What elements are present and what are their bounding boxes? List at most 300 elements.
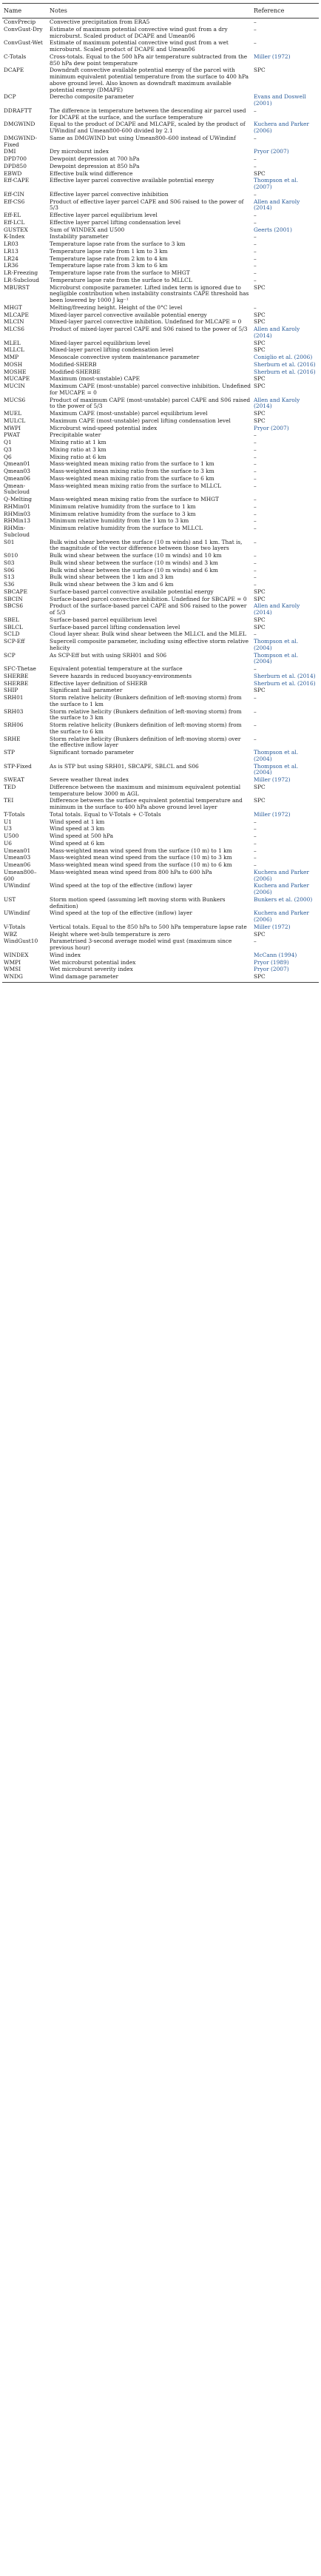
cell-notes: Temperature lapse rate from 2 km to 4 km (50, 255, 168, 262)
cell-name: WBZ (4, 930, 18, 938)
cell-name: SHIP (4, 687, 18, 694)
cell-name: SRH01 (4, 694, 24, 701)
table-row (2, 525, 319, 539)
cell-notes: The difference in temperature between the descending air parcel used for DCAPE at the surface, and the surface temperature (50, 107, 246, 121)
cell-name: ConvGust-Dry (4, 25, 43, 33)
cell-name: DPD850 (4, 162, 27, 169)
table-row (2, 931, 319, 938)
table-row (2, 340, 319, 347)
table-row (2, 840, 319, 847)
cell-notes: Effective layer parcel convective inhibition (50, 190, 169, 198)
cell-name: SBEL (4, 616, 19, 623)
table-row (2, 354, 319, 361)
cell-notes: Minimum relative humidity from the surface to 3 km (50, 510, 196, 517)
column-header-name: Name (2, 4, 48, 19)
table-row (2, 847, 319, 855)
cell-name: K-Index (4, 233, 25, 241)
table-row (2, 588, 319, 596)
cell-name: WindGust10 (4, 938, 38, 945)
cell-notes: Microburst composite parameter. Lifted index term is ignored due to negligible contribution when instability constraints CAPE threshold has been lowered by 1000 J kg⁻¹ (50, 283, 249, 303)
cell-notes: As is STP but using SRH01, SBCAPE, SBLCL and S06 (50, 762, 199, 770)
cell-reference[interactable]: Allen and Karoly (2014) (254, 198, 300, 212)
cell-notes: Significant hail parameter (50, 687, 123, 694)
table-row (2, 825, 319, 833)
table-row (2, 304, 319, 312)
cell-name: Q-Melting (4, 496, 32, 502)
cell-reference[interactable]: Geerts (2001) (254, 226, 292, 233)
cell-notes: Bulk wind shear between the surface (10 m winds) and 3 km (50, 559, 218, 566)
table-row (2, 177, 319, 191)
cell-name: Eff-CAPE (4, 177, 30, 184)
cell-name: SBLCL (4, 623, 23, 630)
table-row (2, 468, 319, 475)
cell-reference[interactable]: Pryor (2007) (254, 966, 289, 973)
cell-name: T-Totals (4, 810, 25, 818)
table-row (2, 369, 319, 376)
table-row (2, 966, 319, 973)
cell-name: DCP (4, 93, 16, 101)
cell-notes: Bulk wind shear between the 1 km and 3 km (50, 574, 174, 581)
cell-reference: – (254, 255, 257, 262)
table-row (2, 567, 319, 574)
cell-notes: Mixed-layer parcel convective inhibition. Undefined for MLCAPE = 0 (50, 318, 242, 326)
cell-reference[interactable]: Sherburn et al. (2016) (254, 679, 316, 687)
cell-name: DMGWIND (4, 121, 36, 128)
cell-notes: Storm relative helicity (Bunkers definition of left-moving storm) from the surface to 3 km (50, 707, 242, 722)
cell-reference: SPC (254, 383, 266, 389)
cell-name: RHMin13 (4, 517, 31, 525)
cell-reference: SPC (252, 973, 319, 982)
cell-reference: – (254, 468, 257, 474)
cell-reference[interactable]: Sherburn et al. (2016) (254, 360, 316, 368)
cell-name: SFC-Thetae (4, 665, 36, 672)
cell-reference: SPC (254, 687, 266, 694)
cell-notes: Product of the surface-based parcel CAPE and S06 raised to the power of 5/3 (50, 602, 247, 616)
cell-reference: – (254, 861, 257, 868)
table-row (2, 722, 319, 736)
cell-reference: – (254, 218, 257, 226)
table-row (2, 19, 319, 26)
cell-notes: Melting/freezing height. Height of the 0°C level (50, 303, 183, 311)
cell-name: SBCS6 (4, 602, 24, 610)
cell-notes: Surface-based parcel convective inhibition. Undefined for SBCAPE = 0 (50, 595, 247, 602)
cell-name: Qmean01 (4, 460, 31, 468)
cell-name: TEI (4, 797, 14, 804)
cell-name: Qmean06 (4, 474, 31, 482)
cell-name: SBCIN (4, 595, 23, 602)
cell-notes: Temperature lapse rate from 3 km to 6 km (50, 262, 168, 269)
cell-reference: SPC (254, 623, 266, 630)
table-row (2, 163, 319, 170)
cell-reference[interactable]: Thompson et al. (2007) (254, 177, 299, 190)
cell-reference: SPC (254, 417, 266, 424)
cell-reference: – (254, 847, 257, 854)
cell-reference: – (254, 107, 257, 114)
cell-reference: SPC (254, 930, 266, 938)
cell-reference: SPC (254, 783, 266, 790)
cell-reference: – (254, 517, 257, 525)
cell-notes: Derecho composite parameter (50, 93, 134, 101)
cell-name: SHERBE (4, 672, 29, 679)
cell-reference[interactable]: McCann (1994) (254, 951, 297, 958)
cell-name: MBURST (4, 283, 30, 291)
table-row (2, 784, 319, 798)
table-row (2, 312, 319, 319)
cell-notes: Wind speed at the top of the effective (inflow) layer (50, 882, 192, 890)
cell-notes: Wind speed at 3 km (50, 825, 105, 833)
table-row (2, 255, 319, 263)
cell-reference[interactable]: Pryor (1989) (254, 958, 289, 966)
cell-reference: – (254, 538, 257, 545)
table-row (2, 854, 319, 861)
table-row (2, 482, 319, 497)
cell-notes: Significant tornado parameter (50, 749, 134, 756)
cell-reference: – (254, 707, 257, 715)
cell-reference: – (254, 510, 257, 517)
table-header (2, 4, 319, 19)
cell-name: MLCS6 (4, 326, 24, 332)
table-row (2, 269, 319, 277)
table-row (2, 797, 319, 811)
table-row (2, 749, 319, 763)
cell-name: LR-Freezing (4, 269, 38, 276)
table-row (2, 26, 319, 40)
table-row (2, 326, 319, 340)
cell-name: DMGWIND-Fixed (4, 134, 37, 148)
cell-reference[interactable]: Thompson et al. (2004) (254, 651, 299, 665)
cell-name: RHMin-Subcloud (4, 525, 30, 538)
cell-notes: Precipitable water (50, 431, 101, 439)
cell-notes: Effective layer parcel lifting condensation level (50, 218, 181, 226)
cell-name: LR24 (4, 255, 18, 262)
table-row (2, 219, 319, 226)
table-row (2, 262, 319, 269)
cell-reference: – (254, 39, 257, 47)
cell-reference: – (254, 839, 257, 847)
cell-name: UWindinf (4, 909, 30, 917)
cell-notes: Wind damage parameter (48, 973, 252, 982)
cell-reference[interactable]: Thompson et al. (2004) (254, 749, 299, 762)
cell-notes: Storm relative helicity (Bunkers definition of left-moving storm) from the surface to 6 km (50, 722, 242, 735)
cell-notes: Downdraft convective available potential energy of the parcel with minimum equivalent potential temperature from the surface to 400 hPa above ground level. Also known as downdraft maximum available potential energy (DMAPE) (50, 67, 249, 93)
cell-notes: Height where wet-bulb temperature is zero (50, 930, 170, 938)
table-row (2, 869, 319, 883)
cell-notes: Dewpoint depression at 850 hPa (50, 162, 140, 169)
cell-notes: Storm motion speed (assuming left moving storm with Bunkers definition) (50, 895, 226, 909)
cell-notes: Wet microburst severity index (50, 966, 133, 973)
cell-reference: SPC (254, 67, 266, 74)
table-row (2, 736, 319, 750)
cell-name: MLCAPE (4, 311, 29, 318)
cell-reference: SPC (254, 595, 266, 602)
table-row (2, 425, 319, 432)
cell-notes: Wet microburst potential index (50, 958, 136, 966)
table-row (2, 503, 319, 511)
cell-name: U3 (4, 825, 12, 833)
table-row (2, 539, 319, 553)
cell-name: SRHE (4, 735, 21, 742)
cell-notes: Product of maximum CAPE (most-unstable) parcel CAPE and S06 raised to the power of 5/3 (50, 396, 251, 410)
table-row (2, 155, 319, 163)
cell-reference[interactable]: Evans and Doswell (2001) (254, 93, 306, 107)
cell-name: RHMin03 (4, 510, 31, 517)
cell-name: MMP (4, 354, 19, 360)
table-row (2, 581, 319, 588)
table-row (2, 763, 319, 777)
cell-notes: Sum of WINDEX and U500 (50, 226, 125, 233)
cell-reference[interactable]: Thompson et al. (2004) (254, 762, 299, 776)
cell-name: SCP (4, 651, 16, 659)
cell-reference[interactable]: Sherburn et al. (2016) (254, 368, 316, 375)
cell-reference: – (254, 482, 257, 489)
table-row (2, 776, 319, 784)
table-row (2, 454, 319, 461)
table-row (2, 39, 319, 53)
cell-name: STP (4, 749, 15, 756)
cell-reference: – (254, 825, 257, 833)
cell-reference[interactable]: Miller (1972) (254, 810, 291, 818)
cell-reference[interactable]: Kuchera and Parker (2006) (254, 121, 309, 134)
cell-name: MUCAPE (4, 375, 30, 383)
cell-notes: Minimum relative humidity from the surface to 1 km (50, 502, 196, 510)
cell-notes: Temperature lapse rate from the surface to 3 km (50, 241, 186, 247)
header-row (2, 4, 319, 19)
cell-reference: SPC (254, 346, 266, 354)
cell-reference[interactable]: Pryor (2007) (254, 148, 289, 155)
cell-reference[interactable]: Allen and Karoly (2014) (254, 602, 300, 616)
cell-reference[interactable]: Coniglio et al. (2006) (254, 354, 313, 360)
cell-notes: Mixing ratio at 3 km (50, 445, 107, 453)
cell-reference: SPC (254, 283, 266, 291)
cell-notes: Difference between the maximum and minimum equivalent potential temperature below 3000 m AGL (50, 783, 241, 797)
table-row (2, 638, 319, 652)
table-row (2, 417, 319, 425)
table-row (2, 361, 319, 369)
cell-reference: – (254, 566, 257, 574)
cell-reference: – (254, 190, 257, 198)
table-row (2, 952, 319, 959)
cell-notes: Mesoscale convective system maintenance parameter (50, 354, 200, 360)
cell-name: MLEL (4, 339, 21, 346)
table-row (2, 680, 319, 687)
table-row (2, 439, 319, 446)
cell-name: MUEL (4, 410, 22, 417)
cell-reference: – (254, 269, 257, 276)
cell-name: WINDEX (4, 951, 29, 958)
table-row (2, 673, 319, 680)
cell-notes: Mass-weighted mean wind speed from the surface (10 m) to 6 km (50, 861, 232, 868)
table-row (2, 818, 319, 826)
cell-name: DDRAFTT (4, 107, 32, 114)
cell-name: MULCL (4, 417, 26, 424)
cell-name: S01 (4, 538, 15, 545)
table-row (2, 397, 319, 411)
cell-notes: Mass-weighted mean wind speed from 800 hPa to 600 hPa (50, 868, 212, 875)
cell-reference[interactable]: Miller (1972) (254, 923, 291, 930)
cell-notes: Effective bulk wind difference (50, 169, 133, 177)
cell-name: ConvPrecip (4, 19, 36, 25)
cell-notes: Bulk wind shear between the surface (10 m winds) and 10 km (50, 552, 222, 559)
cell-reference: SPC (254, 588, 266, 595)
cell-reference: SPC (254, 318, 266, 326)
cell-notes: Modified-SHERB (50, 360, 97, 368)
cell-notes: Equivalent potential temperature at the surface (50, 665, 183, 672)
cell-notes: Equal to the product of DCAPE and MLCAPE, scaled by the product of UWindinf and Umean800-600 divided by 2.1 (50, 121, 246, 134)
cell-notes: Wind speed at the top of the effective (inflow) layer (50, 909, 192, 917)
table-row (2, 248, 319, 255)
cell-name: Eff-CIN (4, 190, 24, 198)
cell-notes: Mass-weighted mean wind speed from the surface (10 m) to 3 km (50, 854, 232, 861)
cell-name: MLLCL (4, 346, 24, 354)
cell-reference: – (254, 525, 257, 531)
table-row (2, 277, 319, 284)
cell-notes: Minimum relative humidity from the surface to MLLCL (50, 525, 203, 531)
cell-reference[interactable]: Miller (1972) (254, 776, 291, 783)
cell-reference: SPC (254, 169, 266, 177)
cell-reference[interactable]: Pryor (2007) (254, 424, 289, 431)
table-row (2, 121, 319, 135)
cell-reference: – (254, 134, 257, 141)
cell-reference: – (254, 502, 257, 510)
cell-notes: Mixed-layer parcel lifting condensation level (50, 346, 174, 354)
cell-name: SCP-Eff (4, 638, 25, 645)
cell-reference: – (254, 247, 257, 255)
cell-reference: SPC (254, 339, 266, 346)
cell-reference: – (254, 574, 257, 581)
cell-notes: Same as DMGWIND but using Umean800–600 instead of UWindinf (50, 134, 236, 141)
table-row (2, 212, 319, 219)
cell-notes: Estimate of maximum potential convective wind gust from a dry microburst. Scaled product of DCAPE and Umean06 (50, 25, 228, 39)
cell-name: UST (4, 895, 16, 903)
cell-name: Q3 (4, 445, 12, 453)
cell-notes: Wind index (50, 951, 81, 958)
cell-reference[interactable]: Thompson et al. (2004) (254, 638, 299, 651)
table-row (2, 53, 319, 67)
table-row (2, 973, 319, 982)
cell-notes: Product of mixed-layer parcel CAPE and S06 raised to the power of 5/3 (50, 326, 248, 332)
cell-reference[interactable]: Kuchera and Parker (2006) (254, 868, 309, 882)
cell-notes: Mixed-layer parcel equilibrium level (50, 339, 151, 346)
cell-notes: Minimum relative humidity from the 1 km to 3 km (50, 517, 189, 525)
cell-reference: – (254, 212, 257, 218)
cell-name: LR-Subcloud (4, 276, 39, 283)
cell-reference[interactable]: Allen and Karoly (2014) (254, 396, 300, 410)
table-row (2, 616, 319, 624)
table-row (2, 460, 319, 468)
cell-notes: Mass-weighted mean wind speed from the surface (10 m) to 1 km (50, 847, 232, 854)
cell-name: Umean03 (4, 854, 31, 861)
cell-reference: – (254, 445, 257, 453)
cell-reference[interactable]: Sherburn et al. (2014) (254, 672, 316, 679)
table-row (2, 559, 319, 567)
table-row (2, 909, 319, 924)
cell-name: Eff-LCL (4, 218, 25, 226)
cell-name: S010 (4, 552, 18, 559)
cell-notes: Storm relative helicity (Bunkers definition of left-moving storm) over the effective inflow layer (50, 735, 241, 749)
cell-reference[interactable]: Bunkers et al. (2000) (254, 895, 313, 903)
cell-reference: – (254, 460, 257, 468)
cell-name: MUCS6 (4, 396, 26, 403)
table-row (2, 148, 319, 155)
cell-name: LR03 (4, 241, 18, 247)
cell-notes: Supercell composite parameter, including using effective storm relative helicity (50, 638, 249, 651)
table-row (2, 624, 319, 631)
cell-name: STP-Fixed (4, 762, 32, 770)
cell-notes: Difference between the surface equivalent potential temperature and minimum in the surface to 400 hPa above ground level layer (50, 797, 243, 810)
cell-name: MHGT (4, 303, 22, 311)
cell-name: SWEAT (4, 776, 24, 783)
table-row (2, 191, 319, 198)
cell-reference: SPC (254, 311, 266, 318)
table-row (2, 375, 319, 383)
cell-name: Q1 (4, 439, 12, 445)
cell-name: DPD700 (4, 155, 27, 162)
table-row (2, 431, 319, 439)
cell-reference: – (254, 303, 257, 311)
cell-reference: – (254, 19, 257, 25)
cell-notes: Product of effective layer parcel CAPE and S06 raised to the power of 5/3 (50, 198, 244, 212)
cell-notes: Dewpoint depression at 700 hPa (50, 155, 140, 162)
cell-notes: Mixing ratio at 6 km (50, 453, 107, 460)
cell-reference: – (254, 854, 257, 861)
cell-reference: – (254, 665, 257, 672)
cell-notes: Convective precipitation from ERA5 (50, 19, 150, 25)
cell-reference[interactable]: Kuchera and Parker (2006) (254, 882, 309, 895)
cell-name: ConvGust-Wet (4, 39, 43, 47)
cell-reference[interactable]: Kuchera and Parker (2006) (254, 909, 309, 923)
cell-name: V-Totals (4, 923, 26, 930)
cell-notes: Maximum (most-unstable) CAPE (50, 375, 140, 383)
cell-notes: Maximum CAPE (most-unstable) parcel equilibrium level (50, 410, 208, 417)
table-row (2, 198, 319, 212)
cell-reference: – (254, 735, 257, 742)
cell-notes: Effective layer parcel convective available potential energy (50, 177, 214, 184)
cell-notes: Surface-based parcel equilibrium level (50, 616, 158, 623)
cell-reference: – (254, 559, 257, 566)
cell-notes: Effective layer parcel equilibrium level (50, 212, 158, 218)
cell-name: SRH03 (4, 707, 24, 715)
table-row (2, 226, 319, 234)
table-row (2, 383, 319, 397)
cell-reference[interactable]: Miller (1972) (254, 53, 291, 60)
table-row (2, 107, 319, 121)
cell-notes: Temperature lapse rate from 1 km to 3 km (50, 247, 168, 255)
table-row (2, 652, 319, 666)
cell-notes: Cloud layer shear. Bulk wind shear between the MLLCL and the MLEL (50, 630, 246, 638)
cell-notes: Severe weather threat index (50, 776, 129, 783)
cell-reference[interactable]: Allen and Karoly (2014) (254, 326, 300, 339)
cell-name: SBCAPE (4, 588, 27, 595)
cell-reference: – (254, 496, 257, 502)
cell-name: S36 (4, 581, 15, 588)
cell-reference: – (254, 818, 257, 825)
column-header-reference: Reference (252, 4, 319, 19)
cell-reference: – (254, 581, 257, 588)
cell-notes: Wind speed at 6 km (50, 839, 105, 847)
cell-name: WMSI (4, 966, 21, 973)
cell-notes: Estimate of maximum potential convective wind gust from a wet microburst. Scaled product of DCAPE and Umean06 (50, 39, 229, 53)
column-header-notes: Notes (48, 4, 252, 19)
cell-reference: – (254, 833, 257, 839)
cell-reference: – (254, 474, 257, 482)
cell-reference: SPC (254, 616, 266, 623)
cell-reference: SPC (254, 410, 266, 417)
cell-notes: Cross-totals. Equal to the 500 hPa air temperature subtracted from the 850 hPa dew point temperature (50, 53, 248, 67)
cell-name: TED (4, 783, 16, 790)
table-row (2, 687, 319, 694)
cell-notes: Mixing ratio at 1 km (50, 439, 107, 445)
table-row (2, 574, 319, 581)
